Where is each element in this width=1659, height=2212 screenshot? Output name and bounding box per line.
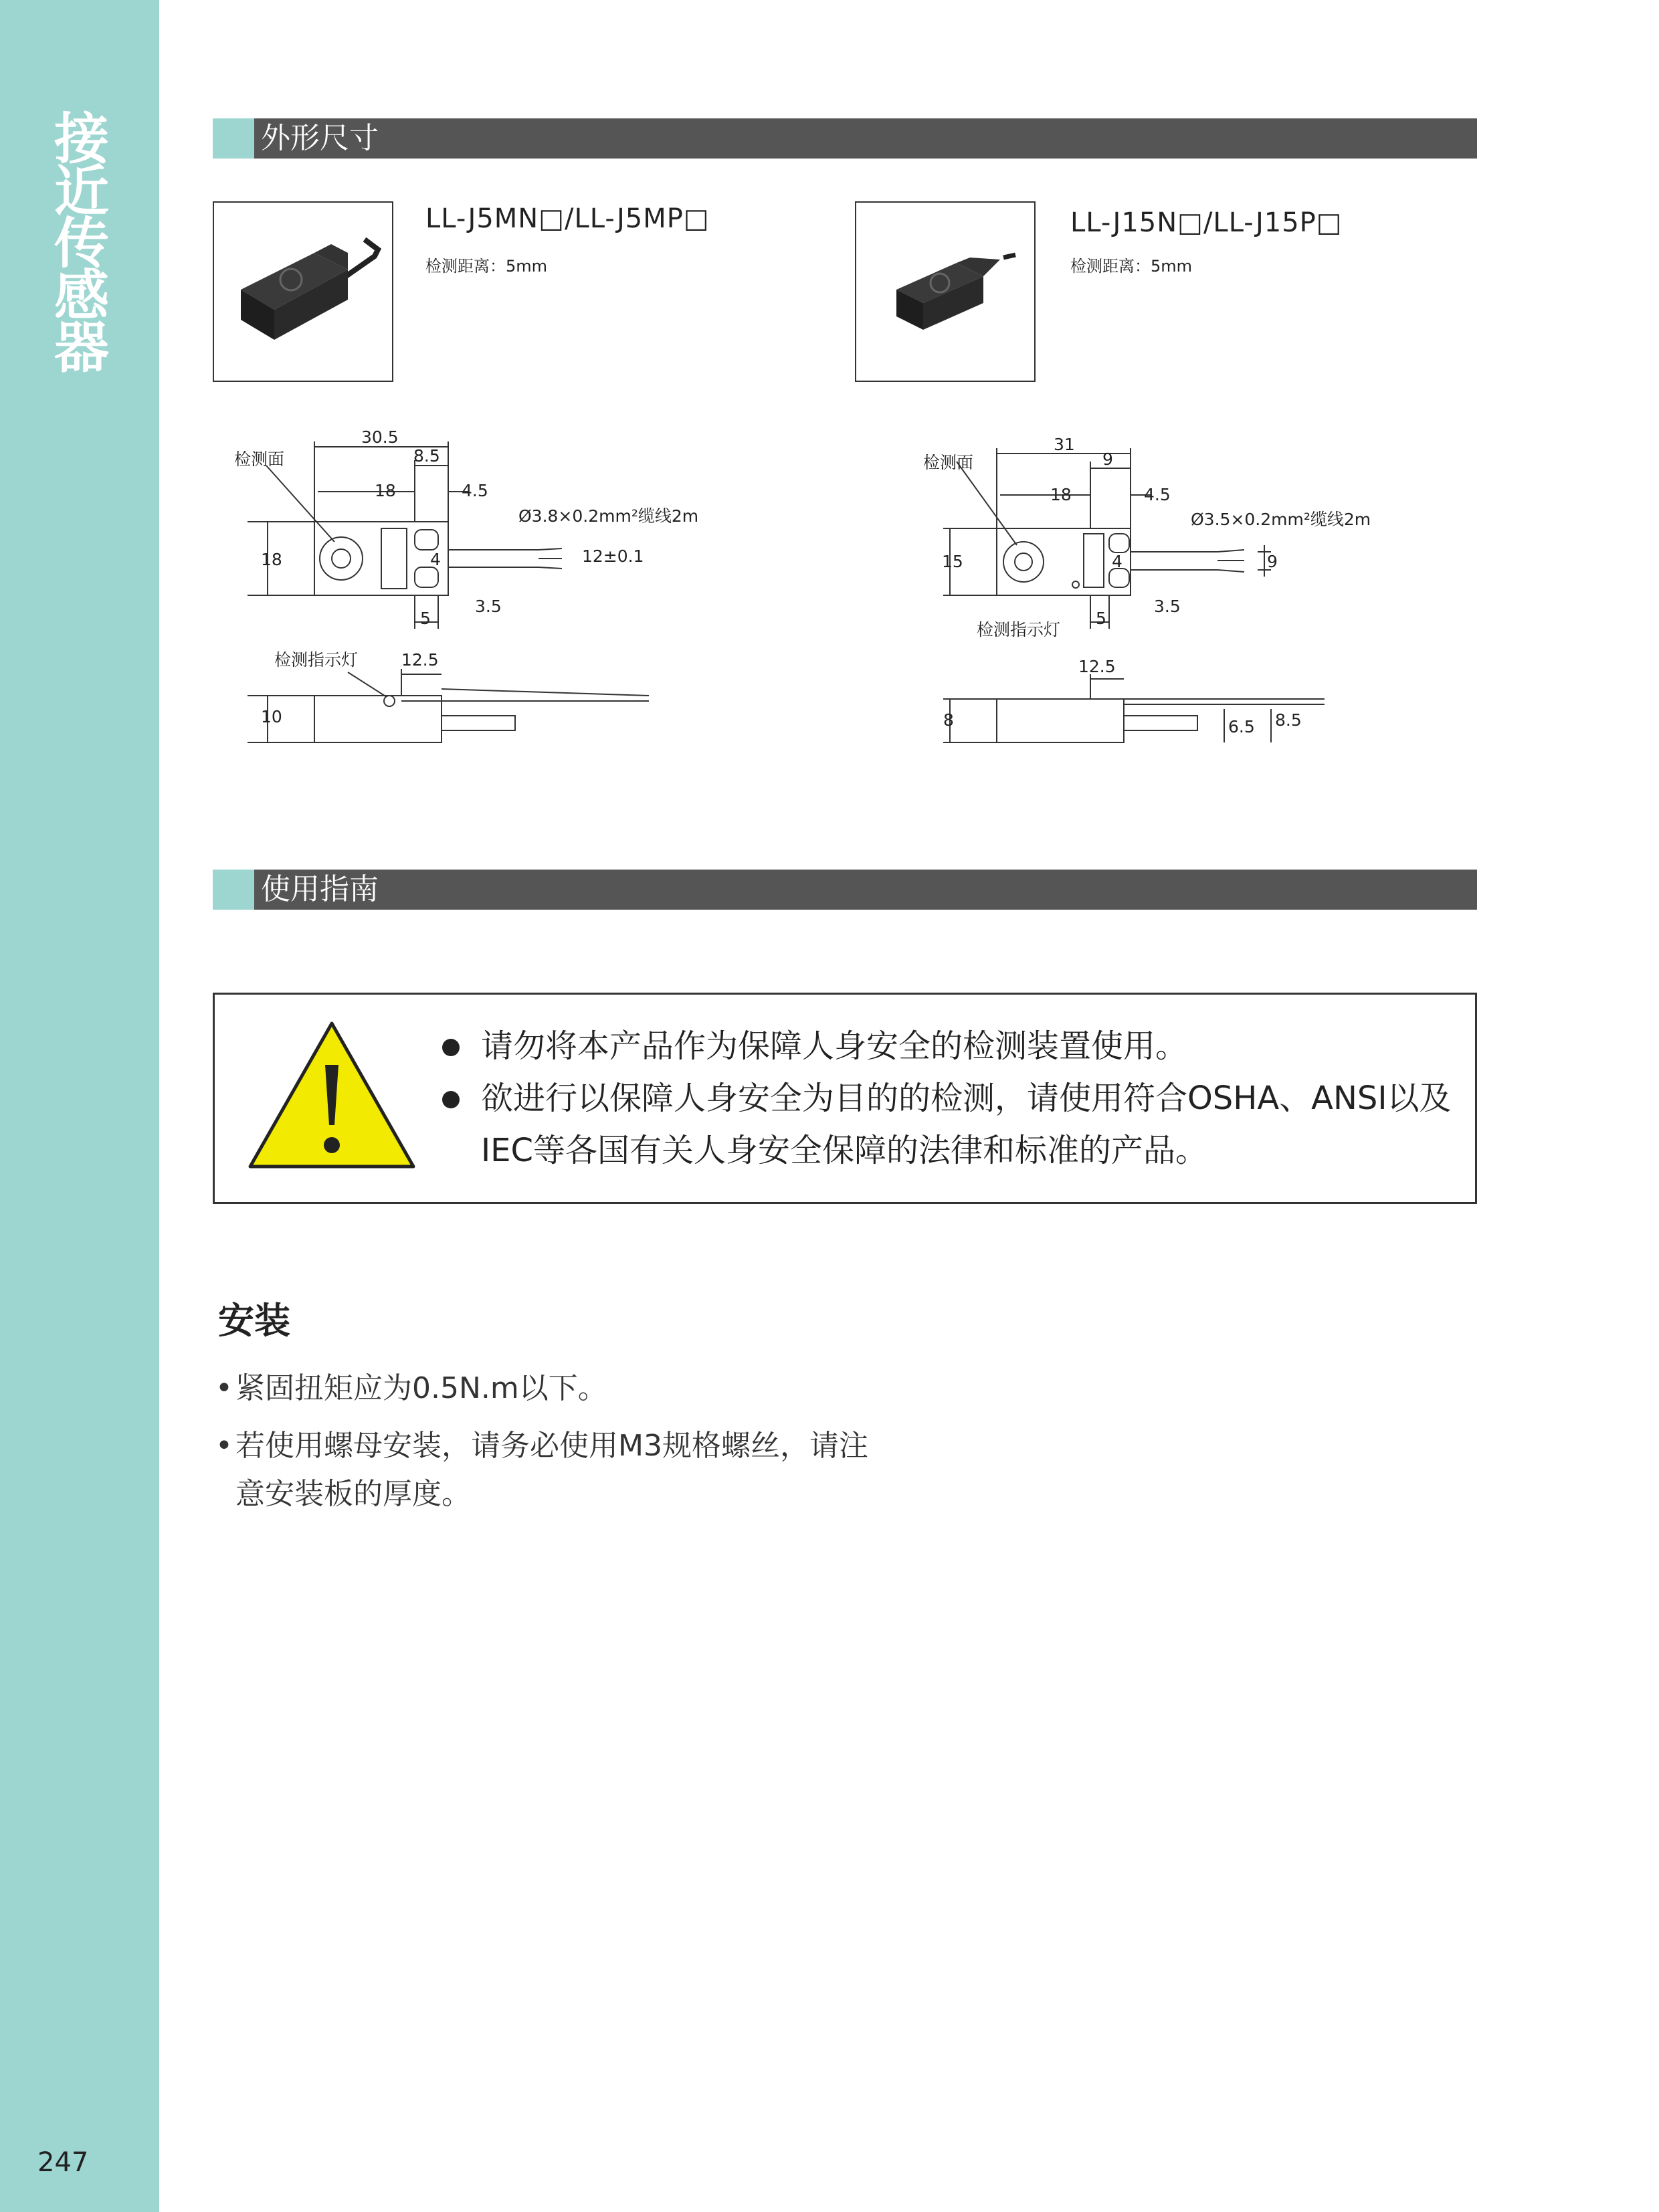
- dim-5: 5: [420, 609, 431, 628]
- indicator-label: 检测指示灯: [977, 620, 1061, 639]
- install-item: • 紧固扭矩应为0.5N.m以下。: [213, 1365, 1149, 1413]
- model-name-right: LL-J15N□/LL-J15P□: [1070, 207, 1343, 238]
- dim-total: 31: [1054, 435, 1075, 454]
- dim-height: 15: [942, 552, 963, 571]
- dim-8: 8: [943, 710, 954, 730]
- install-list: [213, 1365, 1149, 1528]
- bullet-icon: •: [215, 1371, 233, 1405]
- dim-b: 18: [375, 481, 396, 500]
- face-label: 检测面: [234, 449, 285, 469]
- cable-length: 12±0.1: [582, 546, 644, 566]
- page-number: 247: [37, 2147, 89, 2178]
- warning-triangle-icon: [245, 1018, 419, 1172]
- detection-distance-left: 检测距离：5mm: [425, 257, 548, 276]
- dim-b: 18: [1050, 485, 1072, 504]
- dim-3-5: 3.5: [1154, 597, 1181, 616]
- section-title: 外形尺寸: [261, 121, 379, 155]
- dim-a: 8.5: [413, 446, 440, 466]
- cable-spec: Ø3.8×0.2mm²缆线2m: [518, 506, 699, 526]
- install-item: • 若使用螺母安装，请务必使用M3规格螺丝，请注意安装板的厚度。: [213, 1422, 878, 1518]
- dim-5: 5: [1096, 609, 1106, 628]
- dim-3-5: 3.5: [475, 597, 502, 616]
- product-photo-right: [855, 201, 1036, 382]
- product-photo-left: [213, 201, 393, 382]
- dim-c: 4.5: [462, 481, 488, 500]
- sidebar-title: 接近传感器: [54, 108, 109, 380]
- sidebar: [0, 0, 159, 2212]
- indicator-label: 检测指示灯: [274, 650, 359, 670]
- warning-list: [442, 1020, 1466, 1177]
- warning-item: 请勿将本产品作为保障人身安全的检测装置使用。: [442, 1020, 1466, 1072]
- dim-4: 4: [430, 550, 441, 569]
- cable-spec: Ø3.5×0.2mm²缆线2m: [1191, 510, 1371, 529]
- dim-10: 10: [261, 707, 282, 726]
- sensor-image: [856, 203, 1034, 381]
- dimension-drawing-left: [221, 421, 743, 756]
- dim-6-5: 6.5: [1228, 717, 1255, 736]
- section-title: 使用指南: [261, 872, 379, 906]
- bullet-icon: •: [215, 1429, 233, 1463]
- dim-12-5: 12.5: [1078, 657, 1116, 676]
- section-header-dimensions: [213, 118, 1477, 159]
- dim-9: 9: [1267, 552, 1278, 571]
- dimension-drawing-right: [923, 421, 1445, 756]
- section-accent: [213, 870, 254, 910]
- dim-12-5: 12.5: [401, 650, 439, 670]
- face-label: 检测面: [923, 453, 974, 472]
- warning-box: [213, 993, 1477, 1204]
- dim-c: 4.5: [1144, 485, 1171, 504]
- section-header-usage: [213, 870, 1477, 910]
- warning-item: 欲进行以保障人身安全为目的的检测，请使用符合OSHA、ANSI以及IEC等各国有关人身安全保障的法律和标准的产品。: [442, 1072, 1466, 1177]
- section-accent: [213, 118, 254, 159]
- model-name-left: LL-J5MN□/LL-J5MP□: [425, 203, 710, 234]
- bullet-icon: [442, 1091, 460, 1108]
- dim-a: 9: [1102, 449, 1113, 469]
- bullet-icon: [442, 1039, 460, 1056]
- detection-distance-right: 检测距离：5mm: [1070, 257, 1193, 276]
- sensor-image: [214, 203, 392, 381]
- dim-8-5: 8.5: [1275, 710, 1302, 730]
- install-title: 安装: [218, 1300, 290, 1342]
- dim-4: 4: [1112, 552, 1123, 571]
- dim-height: 18: [261, 550, 282, 569]
- dim-total: 30.5: [361, 427, 399, 447]
